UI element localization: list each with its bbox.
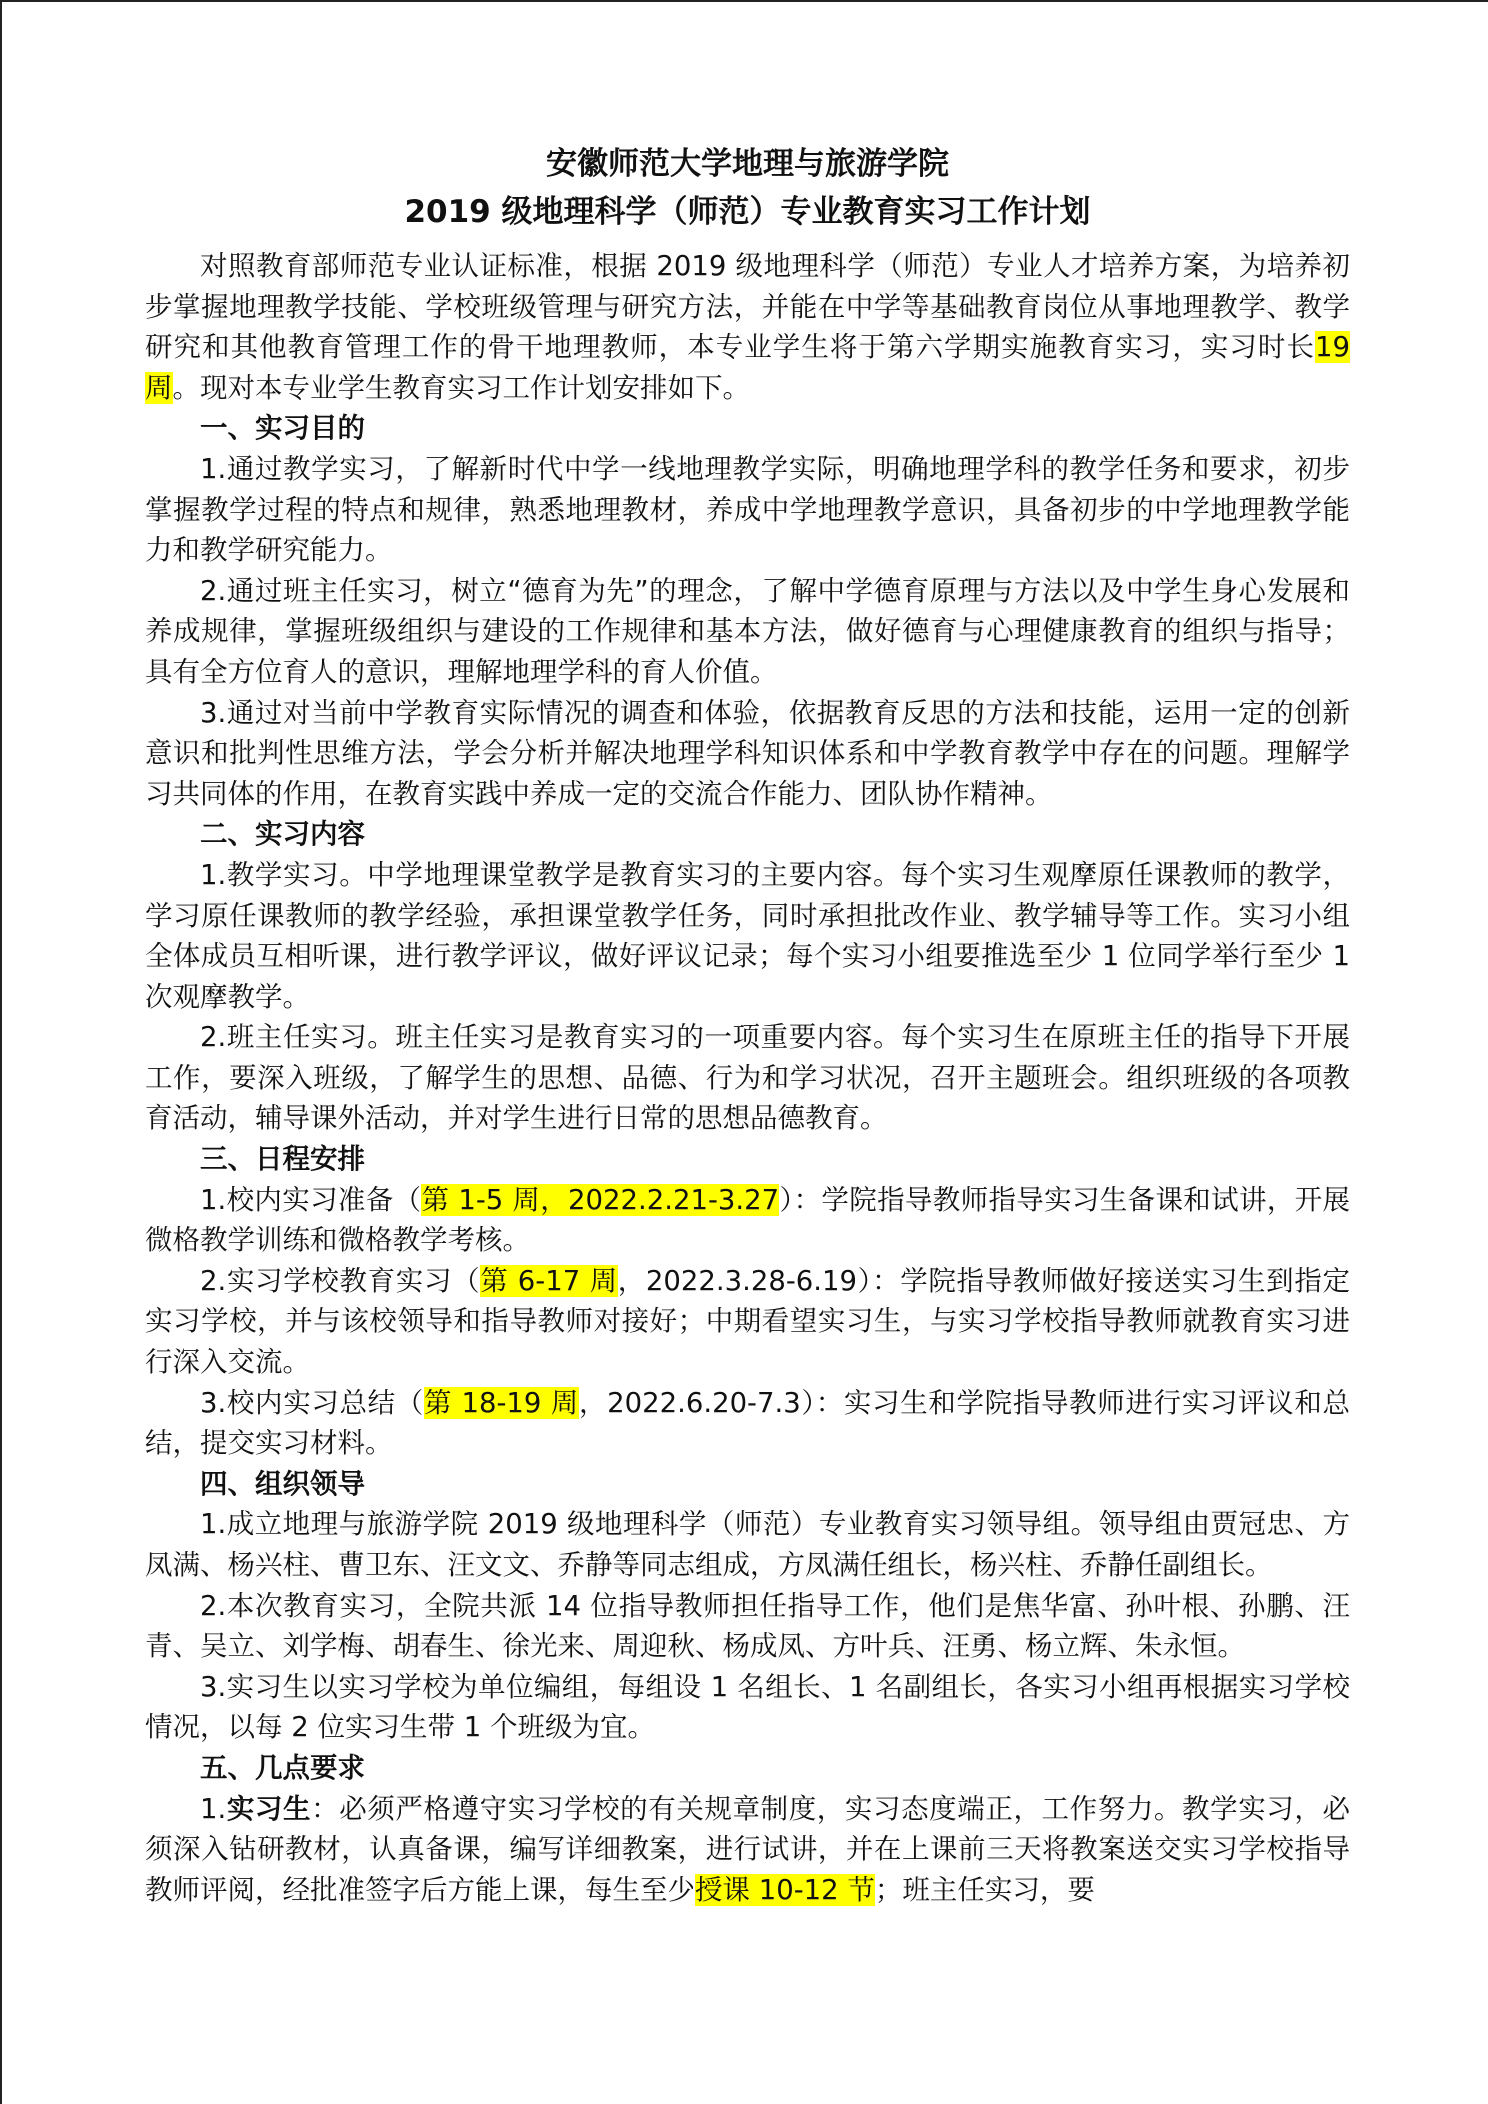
intro-paragraph <box>145 246 1350 408</box>
section5-paragraph-1 <box>145 1789 1350 1911</box>
section3-p2-before: 2.实习学校教育实习（ <box>200 1264 481 1297</box>
section1-paragraph-1: 1.通过教学实习，了解新时代中学一线地理教学实际，明确地理学科的教学任务和要求，初步掌握教学过程的特点和规律，熟悉地理教材，养成中学地理教学意识，具备初步的中学地理教学能力和教学研究能力。 <box>145 452 1350 567</box>
section5-p1-highlight: 授课 10-12 节 <box>695 1873 875 1906</box>
section5-p1-before: ：必须严格遵守实习学校的有关规章制度，实习态度端正，工作努力。教学实习，必须深入钻研教材，认真备课，编写详细教案，进行试讲，并在上课前三天将教案送交实习学校指导教师评阅，经批准签字后方能上课，每生至少 <box>145 1792 1350 1906</box>
section1-paragraph-2: 2.通过班主任实习，树立“德育为先”的理念，了解中学德育原理与方法以及中学生身心发展和养成规律，掌握班级组织与建设的工作规律和基本方法，做好德育与心理健康教育的组织与指导；具有全方位育人的意识，理解地理学科的育人价值。 <box>145 574 1350 688</box>
section3-p1-before: 1.校内实习准备（ <box>200 1183 422 1216</box>
section2-heading: 二、实习内容 <box>200 818 365 851</box>
section5-p1-after: ；班主任实习，要 <box>874 1873 1095 1906</box>
section3-p3-highlight: 第 18-19 周 <box>423 1386 579 1419</box>
section3-p1-after: ）：学院指导教师指导实习生备课和试讲，开展微格教学训练和微格教学考核。 <box>145 1183 1350 1257</box>
section3-p3-after: ，2022.6.20-7.3）：实习生和学院指导教师进行实习评议和总结，提交实习材料。 <box>145 1386 1350 1460</box>
section5-heading: 五、几点要求 <box>200 1751 365 1784</box>
section5-p1-bold-term: 实习生 <box>226 1792 312 1825</box>
document-title-line2: 2019 级地理科学（师范）专业教育实习工作计划 <box>404 194 1091 230</box>
section1-heading: 一、实习目的 <box>200 412 365 445</box>
intro-text-before: 对照教育部师范专业认证标准，根据 2019 级地理科学（师范）专业人才培养方案，为培养初步掌握地理教学技能、学校班级管理与研究方法，并能在中学等基础教育岗位从事地理教学、教学研究和其他教育管理工作的骨干地理教师，本专业学生将于第六学期实施教育实习，实习时长 <box>145 250 1350 364</box>
section2-paragraph-2: 2.班主任实习。班主任实习是教育实习的一项重要内容。每个实习生在原班主任的指导下开展工作，要深入班级，了解学生的思想、品德、行为和学习状况，召开主题班会。组织班级的各项教育活动，辅导课外活动，并对学生进行日常的思想品德教育。 <box>145 1021 1350 1135</box>
section3-p3-before: 3.校内实习总结（ <box>200 1386 424 1419</box>
section4-heading: 四、组织领导 <box>200 1467 365 1500</box>
intro-text-after: 。现对本专业学生教育实习工作计划安排如下。 <box>172 371 750 404</box>
section1-paragraph-3: 3.通过对当前中学教育实际情况的调查和体验，依据教育反思的方法和技能，运用一定的创新意识和批判性思维方法，学会分析并解决地理学科知识体系和中学教育教学中存在的问题。理解学习共同体的作用，在教育实践中养成一定的交流合作能力、团队协作精神。 <box>145 696 1350 810</box>
section3-heading: 三、日程安排 <box>200 1143 365 1176</box>
section3-paragraph-3 <box>145 1383 1350 1464</box>
section5-p1-num: 1. <box>200 1792 227 1825</box>
section3-p1-highlight: 第 1-5 周，2022.2.21-3.27 <box>421 1183 780 1216</box>
section2-paragraph-1: 1.教学实习。中学地理课堂教学是教育实习的主要内容。每个实习生观摩原任课教师的教学，学习原任课教师的教学经验，承担课堂教学任务，同时承担批改作业、教学辅导等工作。实习小组全体成员互相听课，进行教学评议，做好评议记录；每个实习小组要推选至少 1 位同学举行至少 1 次观摩教学。 <box>145 858 1350 1013</box>
document-title-line1: 安徽师范大学地理与旅游学院 <box>546 146 949 182</box>
document-body <box>145 140 1350 1910</box>
section4-paragraph-2: 2.本次教育实习，全院共派 14 位指导教师担任指导工作，他们是焦华富、孙叶根、孙鹏、汪青、吴立、刘学梅、胡春生、徐光来、周迎秋、杨成凤、方叶兵、汪勇、杨立辉、朱永恒。 <box>145 1589 1350 1663</box>
section3-p2-after: ，2022.3.28-6.19）：学院指导教师做好接送实习生到指定实习学校，并与该校领导和指导教师对接好；中期看望实习生，与实习学校指导教师就教育实习进行深入交流。 <box>145 1264 1350 1379</box>
section3-p2-highlight: 第 6-17 周 <box>480 1264 618 1297</box>
intro-highlight: 19 周 <box>145 331 1350 404</box>
section4-paragraph-3: 3.实习生以实习学校为单位编组，每组设 1 名组长、1 名副组长，各实习小组再根据实习学校情况，以每 2 位实习生带 1 个班级为宜。 <box>145 1670 1350 1744</box>
section4-paragraph-1: 1.成立地理与旅游学院 2019 级地理科学（师范）专业教育实习领导组。领导组由贾冠忠、方凤满、杨兴柱、曹卫东、汪文文、乔静等同志组成，方凤满任组长，杨兴柱、乔静任副组长。 <box>145 1508 1350 1581</box>
section3-paragraph-1 <box>145 1180 1350 1261</box>
section3-paragraph-2 <box>145 1261 1350 1383</box>
